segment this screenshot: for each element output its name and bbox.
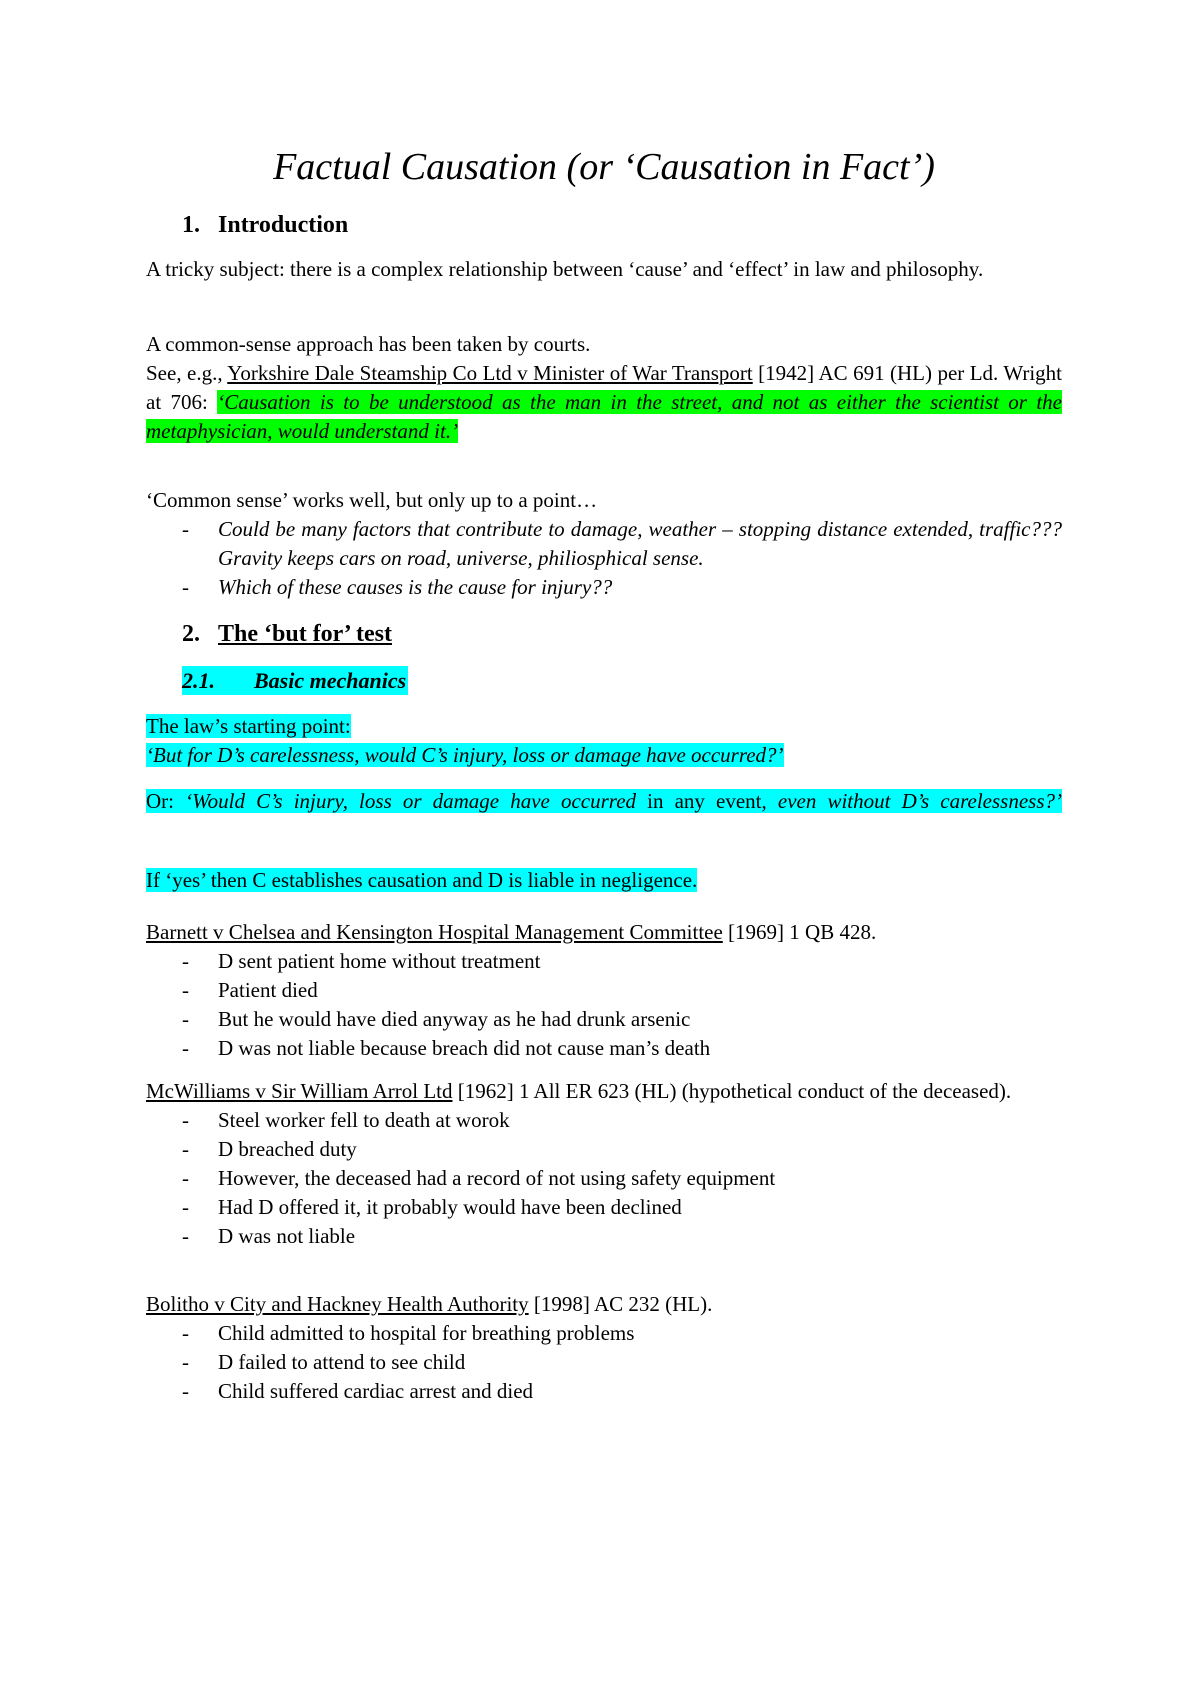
case-name: Barnett v Chelsea and Kensington Hospital Management Committee [146, 920, 723, 944]
case-link-yorkshire-dale: Yorkshire Dale Steamship Co Ltd v Minister of War Transport [227, 361, 753, 385]
common-sense-paragraph: A common-sense approach has been taken by courts. See, e.g., Yorkshire Dale Steamship Co Ltd v Minister of War Transport [1942] AC 691 (HL) per Ld. Wright at 706: ‘Causation is to be understood as the man in the street, and not as either the scientist or the metaphysician, would understand it.’ [146, 332, 1062, 443]
case-bolitho: Bolitho v City and Hackney Health Authority [1998] AC 232 (HL). - Child admitted to hospital for breathing problems - D failed to attend to see child - Child suffered cardiac arrest and died [146, 1290, 1062, 1406]
list-item: - Could be many factors that contribute to damage, weather – stopping distance extended, traffic??? Gravity keeps cars on road, universe, philiosphical sense. [182, 517, 1062, 570]
list-item: - D was not liable [182, 1224, 356, 1248]
list-item: - D sent patient home without treatment [182, 949, 541, 973]
common-sense-limits: ‘Common sense’ works well, but only up to a point… - Could be many factors that contribute to damage, weather – stopping distance extended, traffic??? Gravity keeps cars on road, universe, philiosphical sense. - Which of these causes is the cause for injury?? [146, 486, 1062, 602]
list-item: - Which of these causes is the cause for injury?? [182, 575, 613, 599]
list-item: - Child suffered cardiac arrest and died [182, 1379, 534, 1403]
list-item: - Patient died [182, 978, 318, 1002]
page-title: Factual Causation (or ‘Causation in Fact’) [273, 146, 935, 188]
factor-list [146, 515, 1062, 602]
list-item: - D breached duty [182, 1137, 357, 1161]
list-item: - But he would have died anyway as he had drunk arsenic [182, 1007, 691, 1031]
section-heading-introduction: 1. Introduction [182, 212, 349, 238]
case-mcwilliams: McWilliams v Sir William Arrol Ltd [1962] 1 All ER 623 (HL) (hypothetical conduct of the deceased). - Steel worker fell to death at worok - D breached duty - However, the deceased had a record of not using safety equipment - Had D offered it, it probably would have been declined - D was not liable [146, 1077, 1062, 1251]
case-barnett: Barnett v Chelsea and Kensington Hospital Management Committee [1969] 1 QB 428. - D sent patient home without treatment - Patient died - But he would have died anyway as he had drunk arsenic - D was not liable because breach did not cause man’s death [146, 918, 1062, 1063]
list-item: - Steel worker fell to death at worok [182, 1108, 510, 1132]
starting-point: The law’s starting point: ‘But for D’s carelessness, would C’s injury, loss or damage have occurred?’ [146, 714, 784, 767]
highlighted-quote: ‘Causation is to be understood as the man in the street, and not as either the scientist or the metaphysician, would understand it.’ [146, 390, 1062, 443]
intro-paragraph: A tricky subject: there is a complex relationship between ‘cause’ and ‘effect’ in law and philosophy. [146, 257, 984, 281]
subsection-heading-basic-mechanics: 2.1. Basic mechanics [182, 668, 407, 693]
list-item: - D failed to attend to see child [182, 1350, 466, 1374]
section-heading-but-for-test: 2. The ‘but for’ test [182, 621, 392, 647]
alternative-formulation: Or: ‘Would C’s injury, loss or damage have occurred in any event, even without D’s carelessness?’ [146, 789, 1063, 813]
list-item: - Child admitted to hospital for breathing problems [182, 1321, 635, 1345]
case-name: Bolitho v City and Hackney Health Authority [146, 1292, 529, 1316]
case-name: McWilliams v Sir William Arrol Ltd [146, 1079, 453, 1103]
list-item: - However, the deceased had a record of not using safety equipment [182, 1166, 776, 1190]
list-item: - Had D offered it, it probably would have been declined [182, 1195, 682, 1219]
yes-conclusion: If ‘yes’ then C establishes causation and D is liable in negligence. [146, 868, 698, 892]
list-item: - D was not liable because breach did not cause man’s death [182, 1036, 711, 1060]
